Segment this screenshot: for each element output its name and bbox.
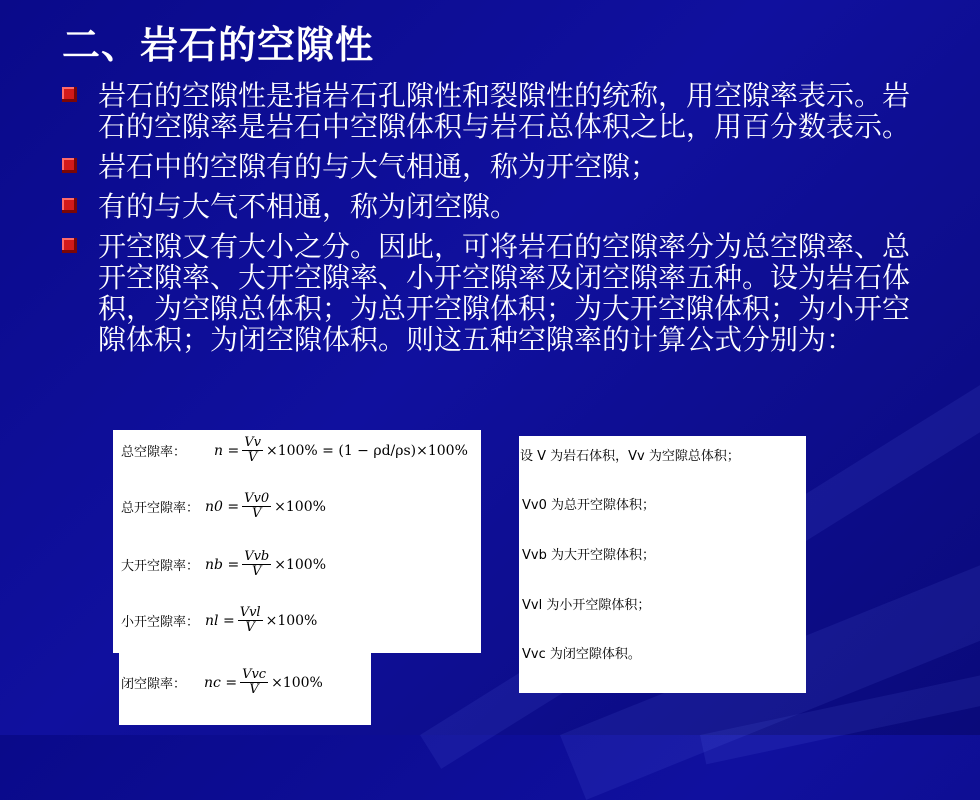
- formula-row: 总空隙率： n = $\frac{Vv}{V}$ ×100% = (1 − ρd/ρs)×100%: [121, 435, 468, 465]
- formula-row: 小开空隙率： nl = $\frac{\text{Vvl}}{V}$ ×100%: [121, 605, 318, 635]
- formula-row: 大开空隙率： nb = $\frac{\text{Vvb}}{V}$ ×100%: [121, 549, 327, 579]
- bullet-list: [62, 80, 932, 364]
- list-item: 开空隙又有大小之分。因此，可将岩石的空隙率分为总空隙率、总开空隙率、大开空隙率、小开空隙率及闭空隙率五种。设为岩石体积，为空隙总体积；为总开空隙体积；为大开空隙体积；为小开空隙体积；为闭空隙体积。则这五种空隙率的计算公式分别为：: [62, 231, 932, 355]
- list-item: 有的与大气不相通，称为闭空隙。: [62, 191, 932, 222]
- bullet-square-icon: [62, 158, 77, 173]
- list-item: 岩石中的空隙有的与大气相通，称为开空隙；: [62, 151, 932, 182]
- bullet-square-icon: [62, 198, 77, 213]
- definition-row: Vvb 为大开空隙体积；: [522, 548, 655, 563]
- formula-row: 总开空隙率： n0 = $\frac{Vv0}{V}$ ×100%: [121, 491, 326, 521]
- bullet-square-icon: [62, 87, 77, 102]
- definition-row: 设 V 为岩石体积，Vv 为空隙总体积；: [520, 449, 740, 464]
- page-title: 二、岩石的空隙性: [62, 23, 375, 67]
- definition-row: Vvc 为闭空隙体积。: [522, 647, 641, 662]
- definition-row: Vvl 为小开空隙体积；: [522, 598, 651, 613]
- list-item: 岩石的空隙性是指岩石孔隙性和裂隙性的统称，用空隙率表示。岩石的空隙率是岩石中空隙体积与岩石总体积之比，用百分数表示。: [62, 80, 932, 142]
- bullet-square-icon: [62, 238, 77, 253]
- definition-row: Vv0 为总开空隙体积；: [522, 498, 655, 513]
- formula-row: 闭空隙率： nc = $\frac{\text{Vvc}}{V}$ ×100%: [121, 667, 323, 697]
